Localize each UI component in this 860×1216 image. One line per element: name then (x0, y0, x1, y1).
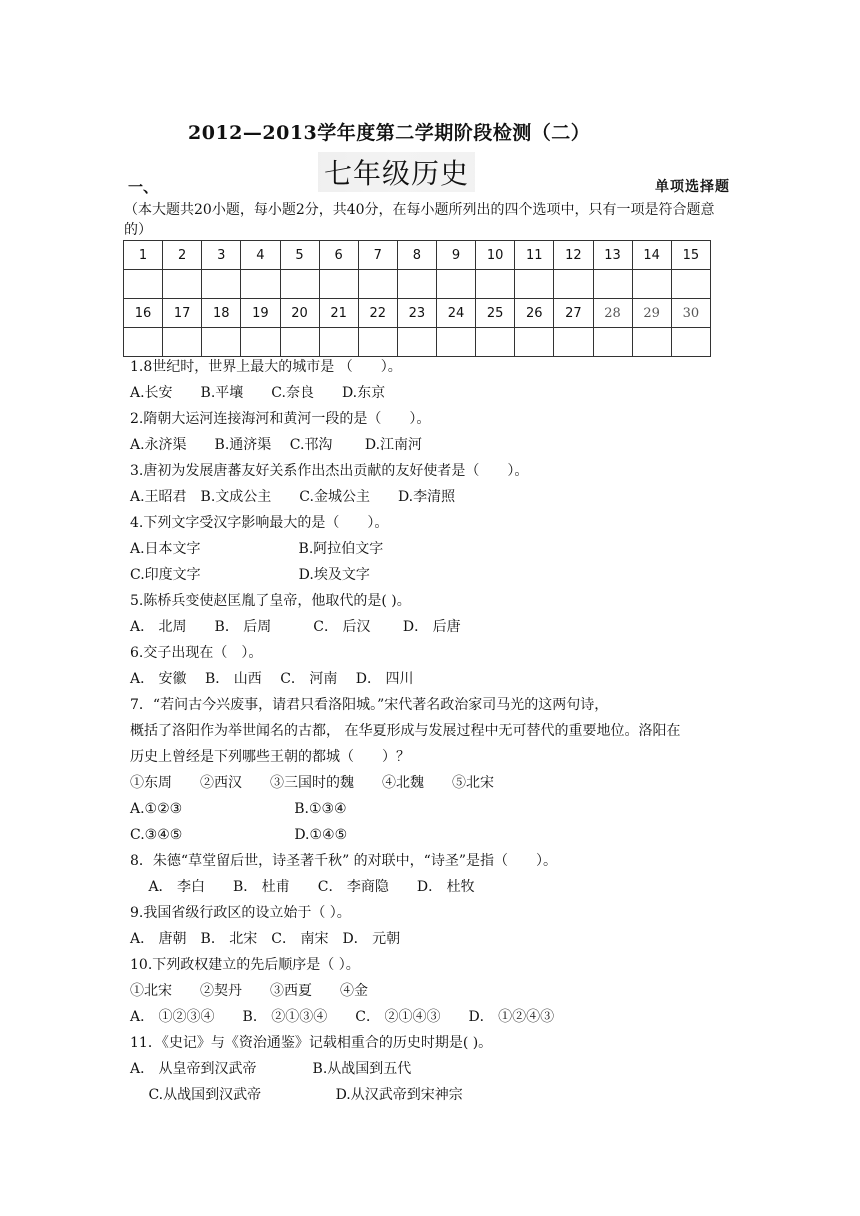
answer-cell[interactable] (515, 270, 554, 299)
grid-number: 13 (593, 241, 632, 270)
answer-cell[interactable] (437, 328, 476, 357)
answer-cell[interactable] (397, 270, 436, 299)
answer-cell[interactable] (319, 270, 358, 299)
grid-number: 27 (554, 299, 593, 328)
question-options: A． 安徽 B． 山西 C． 河南 D． 四川 (130, 671, 414, 687)
grid-number: 6 (319, 241, 358, 270)
answer-cell[interactable] (124, 270, 163, 299)
question-text: 2.隋朝大运河连接海河和黄河一段的是（ ）。 (130, 411, 431, 427)
question-options: A． 北周 B． 后周 C． 后汉 D． 后唐 (130, 619, 461, 635)
question-text: 9.我国省级行政区的设立始于（ ）。 (130, 905, 351, 921)
answer-cell[interactable] (280, 270, 319, 299)
grid-number: 7 (358, 241, 397, 270)
grid-number: 24 (437, 299, 476, 328)
answer-cell[interactable] (671, 328, 710, 357)
answer-cell[interactable] (554, 328, 593, 357)
grid-number: 1 (124, 241, 163, 270)
question-options: A.永济渠 B.通济渠 C.邗沟 D.江南河 (130, 437, 423, 453)
grid-number: 29 (632, 299, 671, 328)
grid-number: 19 (241, 299, 280, 328)
grid-number: 10 (476, 241, 515, 270)
grid-number: 23 (397, 299, 436, 328)
answer-grid-blank-row-2 (124, 328, 711, 357)
question-text: 10.下列政权建立的先后顺序是（ ）。 (130, 957, 360, 973)
question-text: 8．朱德“草堂留后世，诗圣著千秋” 的对联中，“诗圣”是指（ ）。 (130, 853, 557, 869)
question-options: A． 李白 B． 杜甫 C． 李商隐 D． 杜牧 (130, 879, 475, 895)
answer-cell[interactable] (671, 270, 710, 299)
question-options: A.日本文字 B.阿拉伯文字 (130, 541, 384, 557)
answer-cell[interactable] (476, 328, 515, 357)
answer-cell[interactable] (437, 270, 476, 299)
question-options: C.③④⑤ D.①④⑤ (130, 827, 348, 843)
section-name: 单项选择题 (655, 179, 730, 195)
question-text: 历史上曾经是下列哪些王朝的都城（ ）？ (130, 749, 410, 765)
answer-cell[interactable] (397, 328, 436, 357)
grid-number: 21 (319, 299, 358, 328)
answer-cell[interactable] (632, 270, 671, 299)
answer-cell[interactable] (593, 270, 632, 299)
question-options: A． 从皇帝到汉武帝 B.从战国到五代 (130, 1061, 412, 1077)
grid-number: 30 (671, 299, 710, 328)
answer-cell[interactable] (163, 270, 202, 299)
answer-cell[interactable] (163, 328, 202, 357)
question-options: A.①②③ B.①③④ (130, 801, 347, 817)
section-number: 一、 (128, 178, 159, 196)
answer-cell[interactable] (515, 328, 554, 357)
grid-number: 15 (671, 241, 710, 270)
answer-cell[interactable] (280, 328, 319, 357)
question-options: C.印度文字 D.埃及文字 (130, 567, 370, 583)
question-options: C.从战国到汉武帝 D.从汉武帝到宋神宗 (130, 1087, 463, 1103)
question-text: 概括了洛阳作为举世闻名的古都， 在华夏形成与发展过程中无可替代的重要地位。洛阳在 (130, 723, 681, 739)
answer-grid-numbers-row-1 (124, 241, 711, 270)
answer-cell[interactable] (241, 328, 280, 357)
answer-cell[interactable] (202, 270, 241, 299)
grid-number: 3 (202, 241, 241, 270)
grid-number: 11 (515, 241, 554, 270)
question-text: 6.交子出现在（ ）。 (130, 645, 263, 661)
section-instructions: （本大题共20小题，每小题2分，共40分，在每小题所列出的四个选项中，只有一项是符合题意的） (124, 202, 715, 238)
grid-number: 2 (163, 241, 202, 270)
grid-number: 9 (437, 241, 476, 270)
answer-grid (123, 240, 711, 357)
grid-number: 25 (476, 299, 515, 328)
answer-cell[interactable] (593, 328, 632, 357)
answer-grid-blank-row-1 (124, 270, 711, 299)
grid-number: 20 (280, 299, 319, 328)
answer-cell[interactable] (202, 328, 241, 357)
answer-cell[interactable] (241, 270, 280, 299)
question-options: A． ①②③④ B． ②①③④ C． ②①④③ D． ①②④③ (130, 1009, 555, 1025)
question-text: 11．《史记》与《资治通鉴》记载相重合的历史时期是( )。 (130, 1035, 493, 1051)
grid-number: 16 (124, 299, 163, 328)
grid-number: 22 (358, 299, 397, 328)
answer-cell[interactable] (358, 328, 397, 357)
exam-subtitle: 七年级历史 (318, 152, 475, 192)
answer-cell[interactable] (476, 270, 515, 299)
question-options: A.长安 B.平壤 C.奈良 D.东京 (130, 385, 386, 401)
answer-cell[interactable] (319, 328, 358, 357)
grid-number: 14 (632, 241, 671, 270)
grid-number: 4 (241, 241, 280, 270)
exam-title: 2012—2013学年度第二学期阶段检测（二） (188, 122, 591, 144)
answer-grid-numbers-row-2 (124, 299, 711, 328)
question-text: 3.唐初为发展唐蕃友好关系作出杰出贡献的友好使者是（ ）。 (130, 463, 529, 479)
grid-number: 18 (202, 299, 241, 328)
grid-number: 26 (515, 299, 554, 328)
answer-cell[interactable] (554, 270, 593, 299)
answer-cell[interactable] (124, 328, 163, 357)
question-text: 5.陈桥兵变使赵匡胤了皇帝，他取代的是( )。 (130, 593, 411, 609)
answer-cell[interactable] (632, 328, 671, 357)
grid-number: 8 (397, 241, 436, 270)
question-items: ①北宋 ②契丹 ③西夏 ④金 (130, 983, 368, 999)
grid-number: 17 (163, 299, 202, 328)
grid-number: 28 (593, 299, 632, 328)
question-text: 1.8世纪时，世界上最大的城市是 （ ）。 (130, 359, 402, 375)
question-text: 4.下列文字受汉字影响最大的是（ ）。 (130, 515, 389, 531)
question-options: A． 唐朝 B． 北宋 C． 南宋 D． 元朝 (130, 931, 401, 947)
grid-number: 12 (554, 241, 593, 270)
question-options: A.王昭君 B.文成公主 C.金城公主 D.李清照 (130, 489, 456, 505)
answer-cell[interactable] (358, 270, 397, 299)
grid-number: 5 (280, 241, 319, 270)
question-items: ①东周 ②西汉 ③三国时的魏 ④北魏 ⑤北宋 (130, 775, 494, 791)
question-text: 7．“若问古今兴废事，请君只看洛阳城。”宋代著名政治家司马光的这两句诗， (130, 697, 609, 713)
